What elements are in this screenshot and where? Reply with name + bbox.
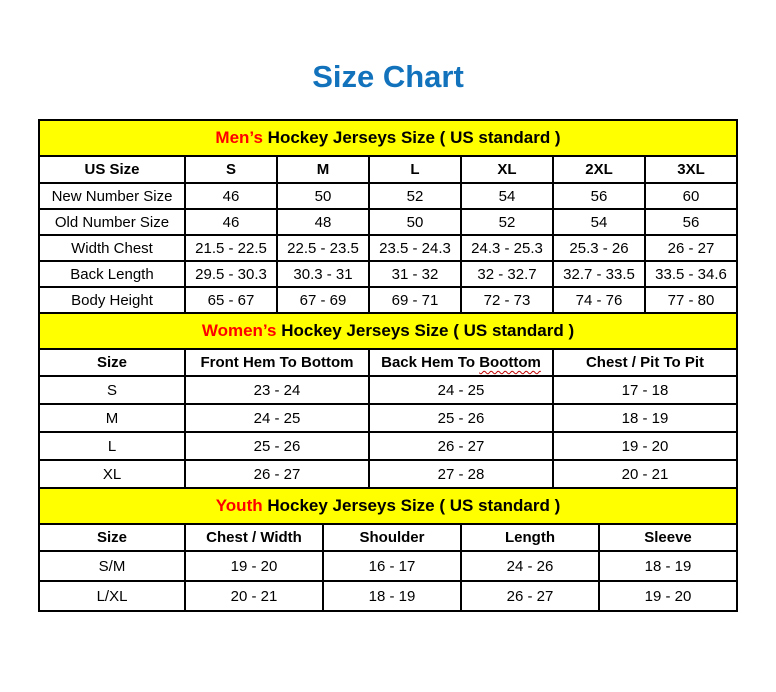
cell: 50 <box>277 183 369 209</box>
table-row <box>39 287 737 313</box>
cell: 27 - 28 <box>369 460 553 488</box>
cell: 19 - 20 <box>185 551 323 581</box>
row-label: M <box>39 404 185 432</box>
column-header: Front Hem To Bottom <box>185 349 369 376</box>
table-row <box>39 261 737 287</box>
column-header: Sleeve <box>599 524 737 551</box>
page <box>0 58 776 692</box>
womens-section-title: Women’s Hockey Jerseys Size ( US standard ) <box>39 313 737 349</box>
cell: 24 - 25 <box>369 376 553 404</box>
youth-section-title: Youth Hockey Jerseys Size ( US standard ) <box>39 488 737 524</box>
cell: 21.5 - 22.5 <box>185 235 277 261</box>
row-label: S <box>39 376 185 404</box>
row-label: New Number Size <box>39 183 185 209</box>
table-row <box>39 209 737 235</box>
cell: 20 - 21 <box>185 581 323 611</box>
section-accent-label: Men’s <box>215 128 263 147</box>
cell: 54 <box>461 183 553 209</box>
cell: 46 <box>185 183 277 209</box>
table-row <box>39 551 737 581</box>
cell: 24 - 26 <box>461 551 599 581</box>
table-row <box>39 183 737 209</box>
page-title: Size Chart <box>312 59 464 94</box>
column-header: Shoulder <box>323 524 461 551</box>
size-chart-body <box>39 120 737 611</box>
column-header: Chest / Width <box>185 524 323 551</box>
mens-section-title: Men’s Hockey Jerseys Size ( US standard ) <box>39 120 737 156</box>
womens-column-header-row <box>39 349 737 376</box>
table-row <box>39 376 737 404</box>
row-label: Back Length <box>39 261 185 287</box>
section-accent-label: Women’s <box>201 321 277 340</box>
cell: 23.5 - 24.3 <box>369 235 461 261</box>
section-accent-label: Youth <box>215 496 263 515</box>
youth-column-header-row <box>39 524 737 551</box>
row-label: L <box>39 432 185 460</box>
cell: 23 - 24 <box>185 376 369 404</box>
cell: 17 - 18 <box>553 376 737 404</box>
cell: 52 <box>369 183 461 209</box>
cell: 50 <box>369 209 461 235</box>
table-row <box>39 460 737 488</box>
table-row <box>39 235 737 261</box>
cell: 32 - 32.7 <box>461 261 553 287</box>
cell: 25 - 26 <box>369 404 553 432</box>
cell: 56 <box>553 183 645 209</box>
womens-section-band <box>39 313 737 349</box>
row-label: S/M <box>39 551 185 581</box>
cell: 25.3 - 26 <box>553 235 645 261</box>
column-header: Length <box>461 524 599 551</box>
cell: 22.5 - 23.5 <box>277 235 369 261</box>
cell: 46 <box>185 209 277 235</box>
table-row <box>39 432 737 460</box>
cell: 65 - 67 <box>185 287 277 313</box>
youth-section-band <box>39 488 737 524</box>
column-header: Back Hem To Boottom <box>369 349 553 376</box>
cell: 52 <box>461 209 553 235</box>
table-row <box>39 404 737 432</box>
row-label: Width Chest <box>39 235 185 261</box>
row-label: Old Number Size <box>39 209 185 235</box>
row-label: XL <box>39 460 185 488</box>
cell: 48 <box>277 209 369 235</box>
column-header: L <box>369 156 461 183</box>
cell: 26 - 27 <box>185 460 369 488</box>
cell: 24 - 25 <box>185 404 369 432</box>
column-header: 2XL <box>553 156 645 183</box>
mens-section-band <box>39 120 737 156</box>
table-row <box>39 581 737 611</box>
cell: 20 - 21 <box>553 460 737 488</box>
cell: 24.3 - 25.3 <box>461 235 553 261</box>
cell: 18 - 19 <box>323 581 461 611</box>
column-header: S <box>185 156 277 183</box>
column-header: XL <box>461 156 553 183</box>
cell: 74 - 76 <box>553 287 645 313</box>
row-label: L/XL <box>39 581 185 611</box>
column-header: M <box>277 156 369 183</box>
column-header: 3XL <box>645 156 737 183</box>
cell: 32.7 - 33.5 <box>553 261 645 287</box>
cell: 30.3 - 31 <box>277 261 369 287</box>
cell: 60 <box>645 183 737 209</box>
cell: 18 - 19 <box>553 404 737 432</box>
cell: 56 <box>645 209 737 235</box>
cell: 19 - 20 <box>599 581 737 611</box>
mens-column-header-row <box>39 156 737 183</box>
column-header: US Size <box>39 156 185 183</box>
cell: 18 - 19 <box>599 551 737 581</box>
cell: 26 - 27 <box>645 235 737 261</box>
column-header: Size <box>39 524 185 551</box>
column-header: Chest / Pit To Pit <box>553 349 737 376</box>
cell: 69 - 71 <box>369 287 461 313</box>
misspelled-word: Boottom <box>479 354 541 371</box>
size-chart-table <box>38 119 738 612</box>
cell: 31 - 32 <box>369 261 461 287</box>
cell: 33.5 - 34.6 <box>645 261 737 287</box>
cell: 72 - 73 <box>461 287 553 313</box>
cell: 26 - 27 <box>369 432 553 460</box>
cell: 77 - 80 <box>645 287 737 313</box>
cell: 29.5 - 30.3 <box>185 261 277 287</box>
cell: 67 - 69 <box>277 287 369 313</box>
cell: 19 - 20 <box>553 432 737 460</box>
column-header: Size <box>39 349 185 376</box>
cell: 16 - 17 <box>323 551 461 581</box>
row-label: Body Height <box>39 287 185 313</box>
cell: 26 - 27 <box>461 581 599 611</box>
cell: 25 - 26 <box>185 432 369 460</box>
cell: 54 <box>553 209 645 235</box>
size-chart-tables <box>38 119 738 612</box>
